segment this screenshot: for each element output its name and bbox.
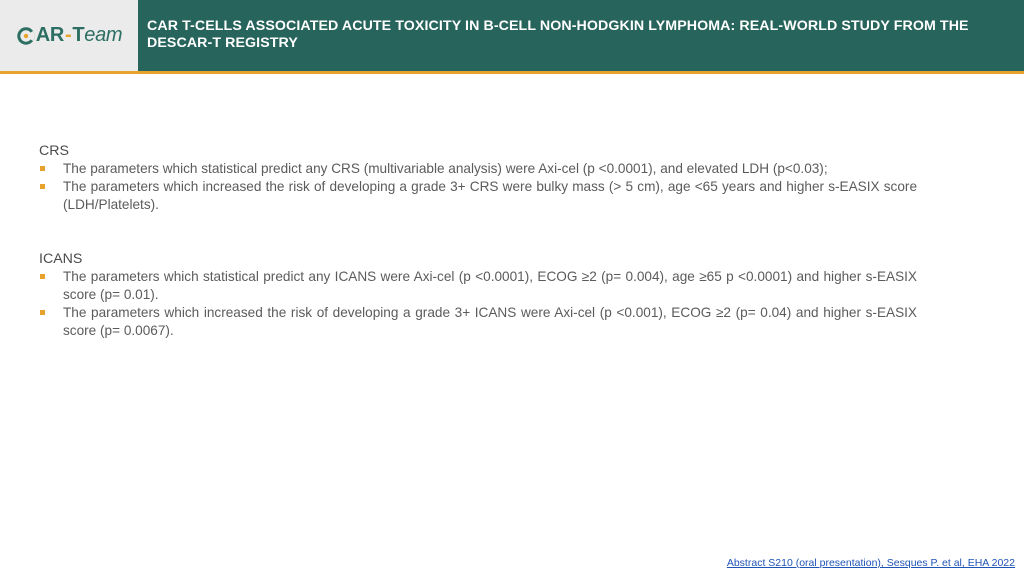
- slide-title: CAR T-CELLS ASSOCIATED ACUTE TOXICITY IN B-CELL NON-HODGKIN LYMPHOMA: REAL-WORLD STUDY FROM THE DESCAR-T REGISTRY: [147, 18, 969, 51]
- list-item: [39, 178, 917, 214]
- section-spacer: [39, 214, 917, 250]
- logo-text-t: T: [72, 24, 85, 46]
- bullet-text: The parameters which increased the risk of developing a grade 3+ ICANS were Axi-cel (p <0.001), ECOG ≥2 (p= 0.04) and higher s-EASIX score (p= 0.0067).: [63, 305, 917, 338]
- logo-c-ring-icon: [16, 26, 36, 46]
- car-team-logo: [16, 24, 123, 47]
- section-title-crs: CRS: [39, 143, 69, 159]
- section-crs: [39, 142, 917, 214]
- list-item: [39, 268, 917, 304]
- reference-link[interactable]: Abstract S210 (oral presentation), Sesques P. et al, EHA 2022: [726, 557, 1015, 569]
- bullet-list-crs: [39, 160, 917, 214]
- square-bullet-icon: [40, 166, 45, 171]
- logo-text-dash: -: [64, 24, 72, 46]
- logo-text-ar: AR: [35, 24, 64, 46]
- bullet-text: The parameters which increased the risk of developing a grade 3+ CRS were bulky mass (> 5 cm), age <65 years and higher s-EASIX score (LDH/Platelets).: [63, 179, 917, 212]
- section-icans: [39, 250, 917, 340]
- list-item: [39, 160, 917, 178]
- logo-text-eam: eam: [84, 24, 123, 46]
- square-bullet-icon: [40, 274, 45, 279]
- section-title-icans: ICANS: [39, 251, 83, 267]
- square-bullet-icon: [40, 184, 45, 189]
- bullet-text: The parameters which statistical predict any ICANS were Axi-cel (p <0.0001), ECOG ≥2 (p= 0.004), age ≥65 p <0.0001) and higher s-EASIX score (p= 0.01).: [63, 269, 917, 302]
- header-accent-rule: [0, 71, 1024, 74]
- logo-area: [0, 0, 138, 71]
- bullet-text: The parameters which statistical predict any CRS (multivariable analysis) were Axi-cel (p <0.0001), and elevated LDH (p<0.03);: [63, 161, 828, 176]
- slide-content: [39, 142, 917, 340]
- list-item: [39, 304, 917, 340]
- square-bullet-icon: [40, 310, 45, 315]
- bullet-list-icans: [39, 268, 917, 340]
